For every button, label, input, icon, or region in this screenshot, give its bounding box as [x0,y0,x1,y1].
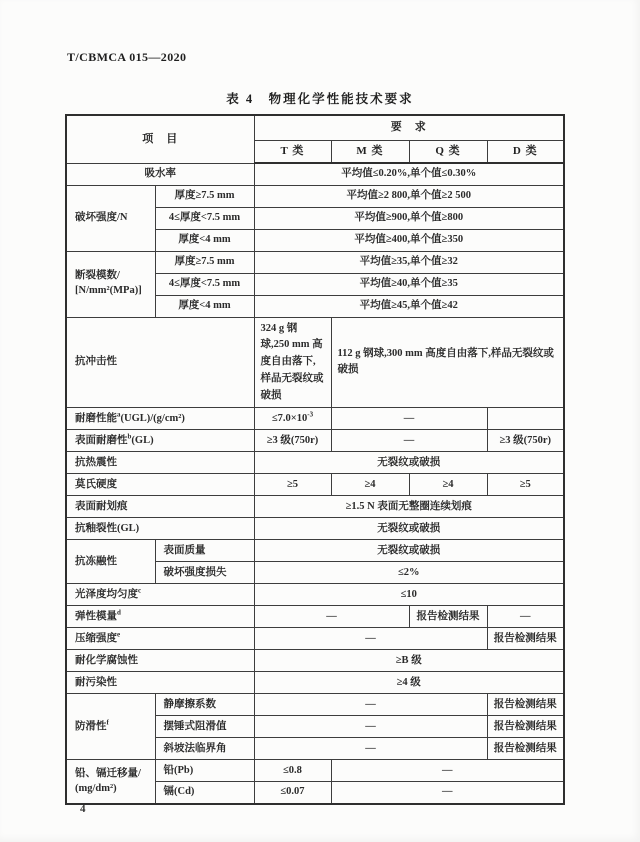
table-cell: $\le 7.0\times 10^{-3}$ [254,408,331,430]
table-cell: 静摩擦系数 [155,694,254,716]
table-cell: 压缩强度$^e$ [66,628,254,650]
table-cell: 324 g 钢球,250 mm 高度自由落下,样品无裂纹或破损 [254,317,331,408]
table-cell: 斜坡法临界角 [155,738,254,760]
table-cell: 平均值≥900,单个值≥800 [254,207,564,229]
table-cell: 4≤厚度<7.5 mm [155,207,254,229]
table-cell: ≥4 [409,474,487,496]
table-cell: ≥4 [331,474,409,496]
table-cell: 报告检测结果 [487,694,564,716]
table-cell: 112 g 钢球,300 mm 高度自由落下,样品无裂纹或破损 [331,317,564,408]
table-cell: 报告检测结果 [487,628,564,650]
table-row [66,650,564,672]
table-cell: 摆锤式阻滑值 [155,716,254,738]
table-body [66,115,564,804]
table-cell: 镉(Cd) [155,782,254,804]
table-cell: 抗热震性 [66,452,254,474]
table-cell: 无裂纹或破损 [254,540,564,562]
table-row [66,185,564,207]
table-cell: — [331,408,487,430]
table-cell: — [254,628,487,650]
table-cell: 表面耐磨性$^b$(GL) [66,430,254,452]
table-cell: 报告检测结果 [487,738,564,760]
table-cell: 防滑性$^f$ [66,694,155,760]
table-cell: 平均值≥40,单个值≥35 [254,273,564,295]
table-cell: 破坏强度/N [66,185,155,251]
table-cell: ≥5 [487,474,564,496]
table-cell: 表面耐划痕 [66,496,254,518]
table-cell: 耐污染性 [66,672,254,694]
table-row [66,474,564,496]
table-cell: 无裂纹或破损 [254,518,564,540]
table-row [66,518,564,540]
table-row [66,317,564,408]
table-row [66,760,564,782]
table-cell: ≥B 级 [254,650,564,672]
table-row [66,672,564,694]
page-number: 4 [80,803,86,815]
table-cell: — [254,694,487,716]
table-cell: — [331,760,564,782]
table-cell: ≥3 级(750r) [254,430,331,452]
table-cell: 无裂纹或破损 [254,452,564,474]
table-row [66,694,564,716]
table-caption: 表 4 物理化学性能技术要求 [226,92,414,106]
table-cell: ≥4 级 [254,672,564,694]
performance-requirements-table [65,114,565,805]
table-row [66,540,564,562]
table-cell: ≥1.5 N 表面无整圈连续划痕 [254,496,564,518]
table-row [66,452,564,474]
table-cell: 破坏强度损失 [155,562,254,584]
table-cell: — [331,782,564,804]
header-cell: 项 目 [66,115,254,163]
header-cell: M 类 [331,140,409,163]
header-cell: Q 类 [409,140,487,163]
table-cell: ≤0.8 [254,760,331,782]
table-cell: 抗釉裂性(GL) [66,518,254,540]
table-cell: — [254,606,409,628]
header-cell: 要 求 [254,115,564,140]
table-cell: 莫氏硬度 [66,474,254,496]
table-cell: ≤2% [254,562,564,584]
table-cell: 铅(Pb) [155,760,254,782]
table-cell: 耐化学腐蚀性 [66,650,254,672]
table-cell: 平均值≥45,单个值≥42 [254,295,564,317]
table-row [66,115,564,140]
table-cell: 光泽度均匀度$^c$ [66,584,254,606]
table-row [66,430,564,452]
table-cell [487,408,564,430]
table-cell: — [254,738,487,760]
table-cell: 平均值≥2 800,单个值≥2 500 [254,185,564,207]
table-cell: 表面质量 [155,540,254,562]
table-cell: 吸水率 [66,163,254,185]
table-cell: 弹性模量$^d$ [66,606,254,628]
table-cell: 厚度≥7.5 mm [155,251,254,273]
table-cell: 抗冻融性 [66,540,155,584]
table-row [66,584,564,606]
table-cell: 断裂模数/ [N/mm²(MPa)] [66,251,155,317]
table-row [66,606,564,628]
table-row [66,408,564,430]
table-cell: 4≤厚度<7.5 mm [155,273,254,295]
header-cell: D 类 [487,140,564,163]
table-cell: ≤10 [254,584,564,606]
table-cell: ≥3 级(750r) [487,430,564,452]
table-cell: 报告检测结果 [409,606,487,628]
table-cell: 抗冲击性 [66,317,254,408]
table-cell: 厚度≥7.5 mm [155,185,254,207]
table-row [66,251,564,273]
table-cell: 耐磨性能$^a$(UGL)/(g/cm²) [66,408,254,430]
standard-number: T/CBMCA 015—2020 [67,50,187,64]
table-row [66,628,564,650]
table-cell: ≤0.07 [254,782,331,804]
table-cell: — [254,716,487,738]
table-cell: 厚度<4 mm [155,229,254,251]
table-cell: 平均值≤0.20%,单个值≤0.30% [254,163,564,185]
table-cell: 平均值≥400,单个值≥350 [254,229,564,251]
table-cell: ≥5 [254,474,331,496]
table-cell: 平均值≥35,单个值≥32 [254,251,564,273]
table-row [66,496,564,518]
table-cell: 铅、镉迁移量/ (mg/dm²) [66,760,155,804]
table-cell: 厚度<4 mm [155,295,254,317]
header-cell: T 类 [254,140,331,163]
table-row [66,163,564,185]
table-cell: — [487,606,564,628]
table-cell: — [331,430,487,452]
table-cell: 报告检测结果 [487,716,564,738]
